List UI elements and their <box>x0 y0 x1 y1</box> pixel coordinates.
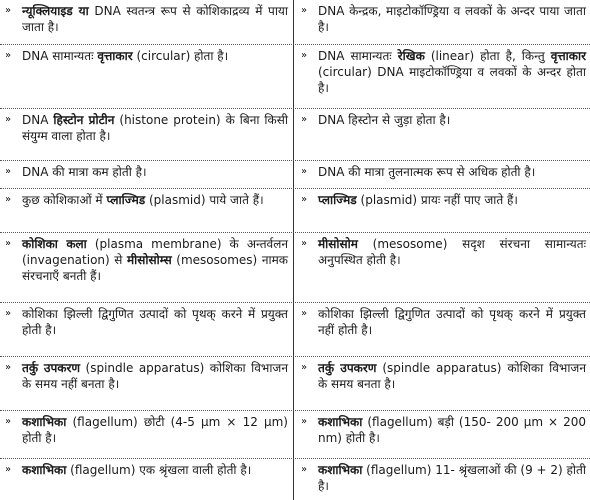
left-cell <box>0 303 292 338</box>
bullet-icon: » <box>301 464 308 475</box>
table-row <box>0 232 590 302</box>
bullet-icon: » <box>301 416 308 427</box>
left-cell <box>0 357 292 392</box>
text-run: (plasmid) प्रायः नहीं पाए जाते हैं। <box>356 193 518 207</box>
bullet-icon: » <box>5 464 12 475</box>
text-run: (linear) होता है, किन्तु <box>424 49 551 63</box>
bullet-icon: » <box>5 362 12 373</box>
right-cell <box>296 109 590 128</box>
text-run: DNA केन्द्रक, माइटोकॉण्ड्रिया व लवकों के अन्दर पाया जाता है। <box>318 4 586 34</box>
right-cell <box>296 303 590 338</box>
text-run: (spindle apparatus) कोशिका विभाजन के समय नहीं बनता है। <box>22 361 288 391</box>
right-cell <box>296 0 590 35</box>
text-run: DNA सामान्यतः <box>22 49 98 63</box>
text-run: कशाभिका <box>318 463 363 477</box>
text-run: (mesosome) सदृश संरचना सामान्यतः अनुपस्थित होती है। <box>318 237 586 267</box>
bullet-icon: » <box>5 238 12 249</box>
text-run: DNA स्वतन्त्र रूप से कोशिकाद्रव्य में पाया जाता है। <box>22 4 288 34</box>
text-run: DNA <box>22 113 54 127</box>
text-run: DNA हिस्टोन से जुड़ा होता है। <box>318 113 451 127</box>
table-row <box>0 410 590 458</box>
text-run: कोशिका कला <box>22 237 87 251</box>
bullet-icon: » <box>5 50 12 61</box>
text-run: हिस्टोन प्रोटीन <box>53 113 115 127</box>
table-row <box>0 160 590 188</box>
bullet-icon: » <box>5 416 12 427</box>
text-run: (flagellum) एक श्रृंखला वाली होती है। <box>66 463 252 477</box>
bullet-icon: » <box>301 50 308 61</box>
text-run: कोशिका झिल्ली द्विगुणित उत्पादों को पृथक् करने में प्रयुक्त नहीं होती है। <box>318 307 586 337</box>
bullet-icon: » <box>301 194 308 205</box>
text-run: कशाभिका <box>318 415 363 429</box>
text-run: न्यूक्लियाइड या <box>22 4 89 18</box>
left-cell <box>0 189 292 208</box>
right-cell <box>296 189 590 208</box>
table-row <box>0 188 590 232</box>
left-cell <box>0 109 292 144</box>
text-run: प्लाज्मिड <box>318 193 357 207</box>
table-row <box>0 108 590 160</box>
text-run: कुछ कोशिकाओं में <box>22 193 107 207</box>
left-cell <box>0 233 292 284</box>
text-run: मीसोसोम <box>318 237 358 251</box>
text-run: तर्कु उपकरण <box>22 361 81 375</box>
bullet-icon: » <box>301 308 308 319</box>
left-cell <box>0 45 292 64</box>
bullet-icon: » <box>301 362 308 373</box>
text-run: तर्कु उपकरण <box>318 361 377 375</box>
text-run: (plasma membrane) के अन्तर्वलन (invagenation) से <box>22 237 288 267</box>
right-cell <box>296 45 590 96</box>
text-run: (plasmid) पाये जाते हैं। <box>145 193 264 207</box>
left-cell <box>0 411 292 446</box>
text-run: कशाभिका <box>22 415 67 429</box>
table-row <box>0 0 590 44</box>
table-row <box>0 458 590 500</box>
right-cell <box>296 459 590 494</box>
text-run: वृत्ताकार <box>550 49 586 63</box>
text-run: (spindle apparatus) कोशिका विभाजन के समय बनता है। <box>318 361 586 391</box>
bullet-icon: » <box>301 166 308 177</box>
text-run: मीसोसोम्स <box>126 253 172 267</box>
table-row <box>0 44 590 108</box>
table-row <box>0 302 590 356</box>
bullet-icon: » <box>5 194 12 205</box>
text-run: प्लाज्मिड <box>106 193 146 207</box>
text-run: DNA की मात्रा तुलनात्मक रूप से अधिक होती है। <box>318 165 536 179</box>
text-run: (flagellum) छोटी (4-5 μm × 12 μm) होती है। <box>22 415 288 445</box>
text-run: रेखिक <box>397 49 425 63</box>
text-run: (flagellum) 11- श्रृंखलाओं की (9 + 2) होती है। <box>318 463 586 493</box>
text-run: DNA की मात्रा कम होती है। <box>22 165 147 179</box>
text-run: (circular) DNA माइटोकॉण्ड्रिया व लवकों के अन्दर होता है। <box>318 65 586 95</box>
left-cell <box>0 161 292 180</box>
right-cell <box>296 357 590 392</box>
bullet-icon: » <box>5 308 12 319</box>
text-run: (mesosomes) नामक संरचनाएँ बनती हैं। <box>22 253 288 283</box>
bullet-icon: » <box>5 114 12 125</box>
bullet-icon: » <box>5 166 12 177</box>
bullet-icon: » <box>5 5 12 16</box>
text-run: (flagellum) बड़ी (150- 200 μm × 200 nm) होती है। <box>318 415 586 445</box>
right-cell <box>296 233 590 268</box>
table-row <box>0 356 590 410</box>
left-cell <box>0 0 292 35</box>
right-cell <box>296 411 590 446</box>
bullet-icon: » <box>301 238 308 249</box>
text-run: वृत्ताकार <box>97 49 133 63</box>
right-cell <box>296 161 590 180</box>
text-run: (circular) होता है। <box>132 49 229 63</box>
text-run: कोशिका झिल्ली द्विगुणित उत्पादों को पृथक् करने में प्रयुक्त होती है। <box>22 307 288 337</box>
text-run: कशाभिका <box>22 463 67 477</box>
left-cell <box>0 459 292 478</box>
text-run: DNA सामान्यतः <box>318 49 398 63</box>
bullet-icon: » <box>301 114 308 125</box>
bullet-icon: » <box>301 5 308 16</box>
text-run: (histone protein) के बिना किसी संयुग्म वाला होता है। <box>22 113 288 143</box>
